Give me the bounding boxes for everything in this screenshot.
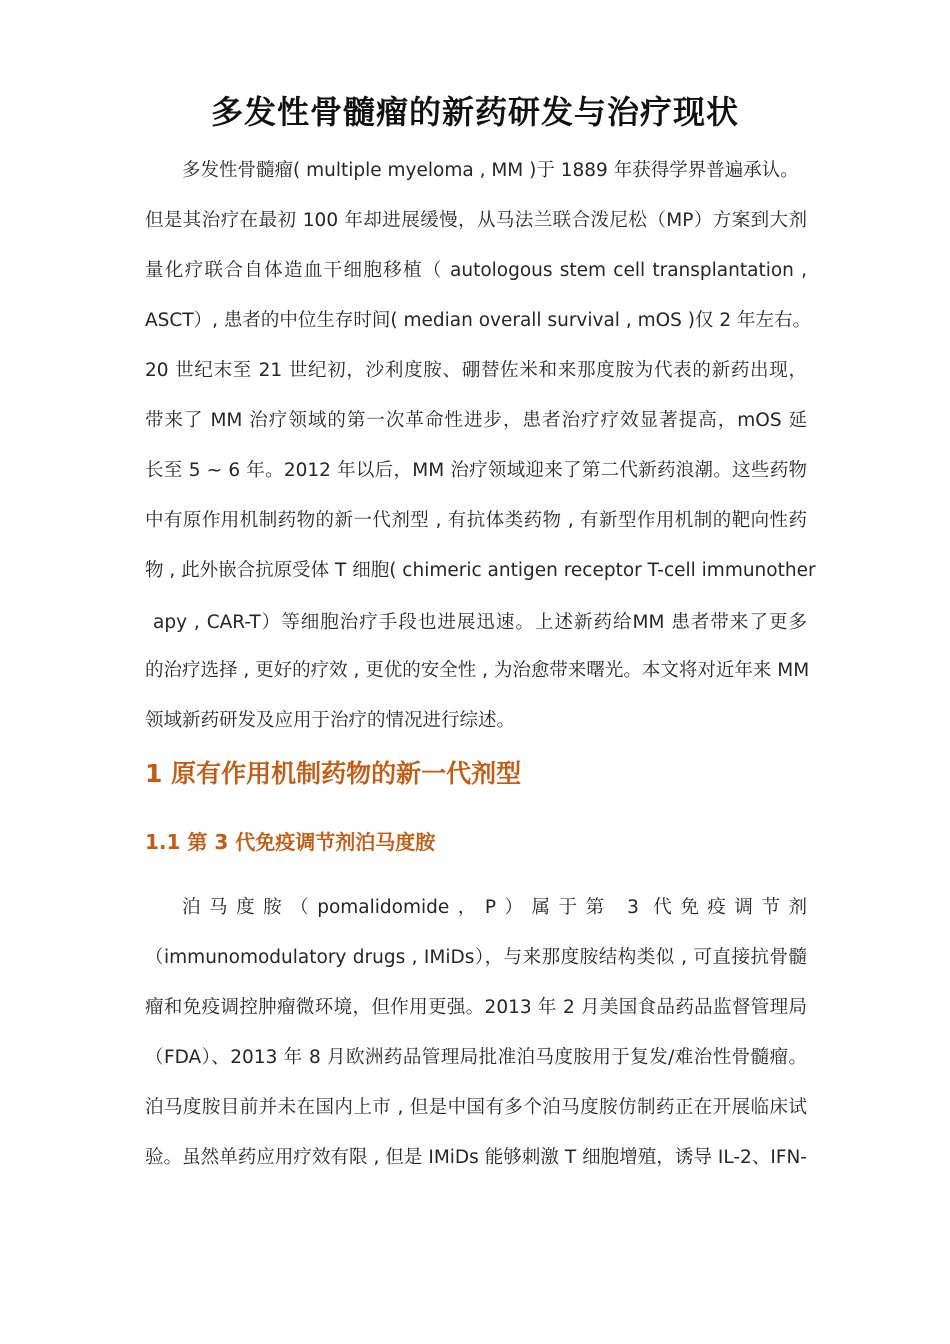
document-title: 多发性骨髓瘤的新药研发与治疗现状 (210, 93, 739, 131)
paragraph-line: 验。虽然单药应用疗效有限 , 但是 IMiDs 能够刺激 T 细胞增殖，诱导 IL-2、IFN- (145, 1147, 807, 1168)
paragraph-line: 泊马度胺目前并未在国内上市 , 但是中国有多个泊马度胺仿制药正在开展临床试 (145, 1097, 807, 1118)
paragraph-line: （immunomodulatory drugs , IMiDs），与来那度胺结构类似 , 可直接抗骨髓 (145, 947, 807, 968)
paragraph-line: 中有原作用机制药物的新一代剂型 , 有抗体类药物 , 有新型作用机制的靶向性药 (145, 510, 807, 531)
paragraph-line: 瘤和免疫调控肿瘤微环境，但作用更强。2013 年 2 月美国食品药品监督管理局 (145, 997, 807, 1018)
paragraph-line: 长至 5 ~ 6 年。2012 年以后，MM 治疗领域迎来了第二代新药浪潮。这些药物 (145, 460, 807, 481)
paragraph-line: 多发性骨髓瘤( multiple myeloma , MM )于 1889 年获得学界普遍承认。 (182, 160, 799, 181)
subsection-heading: 1.1 第 3 代免疫调节剂泊马度胺 (145, 830, 436, 854)
paragraph-line: 泊马度胺（pomalidomide，P）属于第 3 代免疫调节剂 (182, 897, 807, 918)
paragraph-line: 的治疗选择 , 更好的疗效 , 更优的安全性 , 为治愈带来曙光。本文将对近年来 MM (145, 660, 810, 681)
paragraph-line: 带来了 MM 治疗领域的第一次革命性进步，患者治疗疗效显著提高，mOS 延 (145, 410, 807, 431)
paragraph-line: 领域新药研发及应用于治疗的情况进行综述。 (145, 710, 516, 731)
paragraph-line: 量化疗联合自体造血干细胞移植（ autologous stem cell transplantation , (145, 260, 807, 281)
paragraph-line: 物 , 此外嵌合抗原受体 T 细胞( chimeric antigen receptor T-cell immunother (145, 560, 816, 581)
section-heading: 1 原有作用机制药物的新一代剂型 (145, 759, 522, 788)
paragraph-line: ASCT）, 患者的中位生存时间( median overall survival , mOS )仅 2 年左右。 (145, 310, 812, 331)
paragraph-line: 但是其治疗在最初 100 年却进展缓慢，从马法兰联合泼尼松（MP）方案到大剂 (145, 210, 807, 231)
paragraph-line: （FDA）、2013 年 8 月欧洲药品管理局批准泊马度胺用于复发/难治性骨髓瘤。 (145, 1047, 807, 1068)
paragraph-line: apy , CAR-T）等细胞治疗手段也进展迅速。上述新药给MM 患者带来了更多 (153, 612, 807, 633)
paragraph-line: 20 世纪末至 21 世纪初，沙利度胺、硼替佐米和来那度胺为代表的新药出现， (145, 360, 807, 381)
